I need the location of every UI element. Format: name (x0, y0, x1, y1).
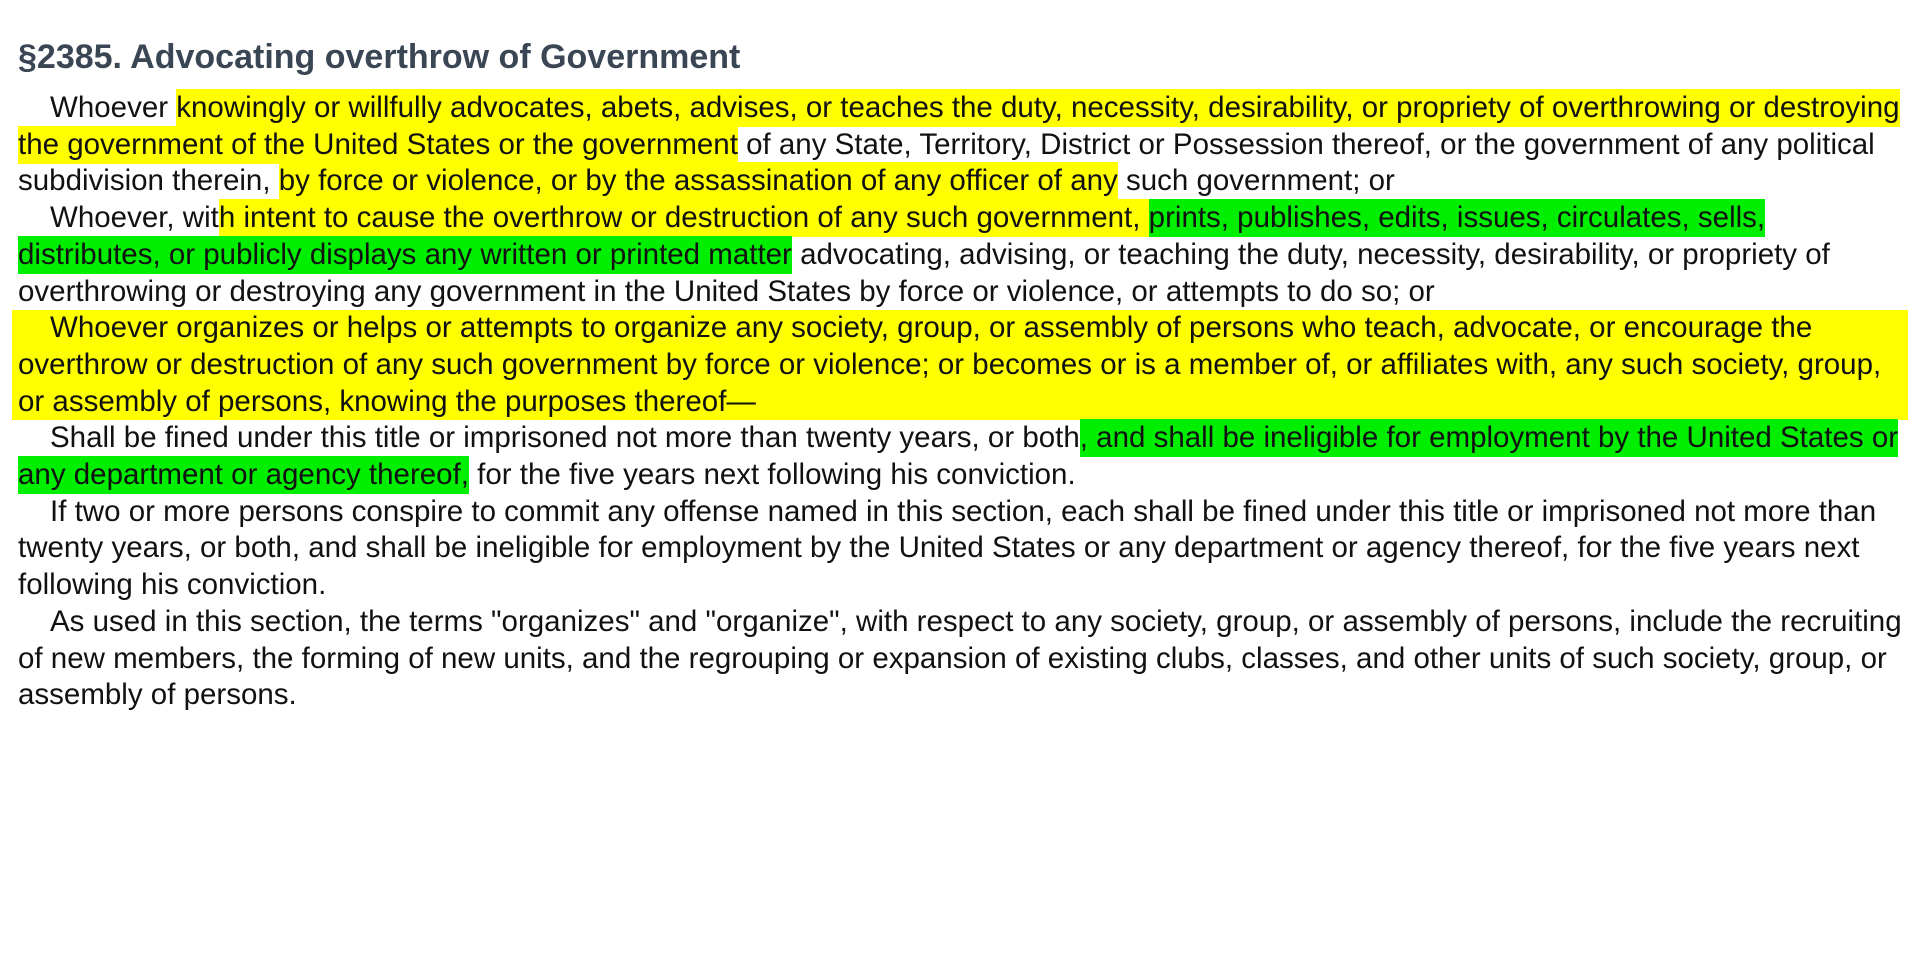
text-segment: Whoever (50, 91, 177, 124)
yellow-highlight: by force or violence, or by the assassination of any officer of any (279, 162, 1118, 200)
paragraph-publishing (18, 200, 1902, 310)
paragraph-conspiracy (18, 494, 1902, 604)
text-segment: such government; or (1117, 164, 1395, 198)
yellow-highlight: knowingly or willfully advocates, abets, advises, or teaches the duty, necessity, desirability, or propriety of overthrowing or destroying the government of the United States or the government (18, 89, 1900, 164)
text-segment: As used in this section, the terms "organizes" and "organize", with respect to any society, group, or assembly of persons, include the recruiting of new members, the forming of new units, and the regrouping or expansion of existing clubs, classes, and other units of such society, group, or assembly of persons. (18, 604, 1902, 712)
green-highlight: prints, publishes, edits, issues, circulates, sells, distributes, or publicly displays any written or printed matter (18, 199, 1765, 274)
text-segment: for the five years next following his conviction. (468, 458, 1076, 492)
yellow-highlight: Whoever organizes or helps or attempts to organize any society, group, or assembly of persons who teach, advocate, or encourage the overthrow or destruction of any such government by force or violence; or becomes or is a member of, or affiliates with, any such society, group, or assembly of persons, knowing the purposes thereof— (18, 311, 1882, 418)
text-segment: Shall be fined under this title or imprisoned not more than twenty years, or both (50, 421, 1080, 455)
section-title: §2385. Advocating overthrow of Government (18, 38, 741, 76)
text-segment: Whoever, wit (50, 201, 219, 235)
paragraph-penalty (18, 420, 1902, 493)
paragraph-advocacy (18, 90, 1902, 200)
paragraph-organizing (12, 310, 1908, 420)
paragraph-definitions (18, 604, 1902, 714)
green-highlight: , and shall be ineligible for employment by the United States or any department or agency thereof, (18, 419, 1898, 494)
text-segment: of any State, Territory, District or Possession thereof, or the government of any political subdivision therein, (18, 127, 1875, 198)
statute-document (18, 34, 1902, 714)
yellow-highlight: h intent to cause the overthrow or destruction of any such government, (219, 199, 1149, 237)
text-segment: If two or more persons conspire to commit any offense named in this section, each shall be fined under this title or imprisoned not more than twenty years, or both, and shall be ineligible for employment by the United States or any department or agency thereof, for the five years next following his conviction. (18, 494, 1877, 602)
text-segment: advocating, advising, or teaching the duty, necessity, desirability, or propriety of overthrowing or destroying any government in the United States by force or violence, or attempts to do so; or (18, 237, 1830, 308)
